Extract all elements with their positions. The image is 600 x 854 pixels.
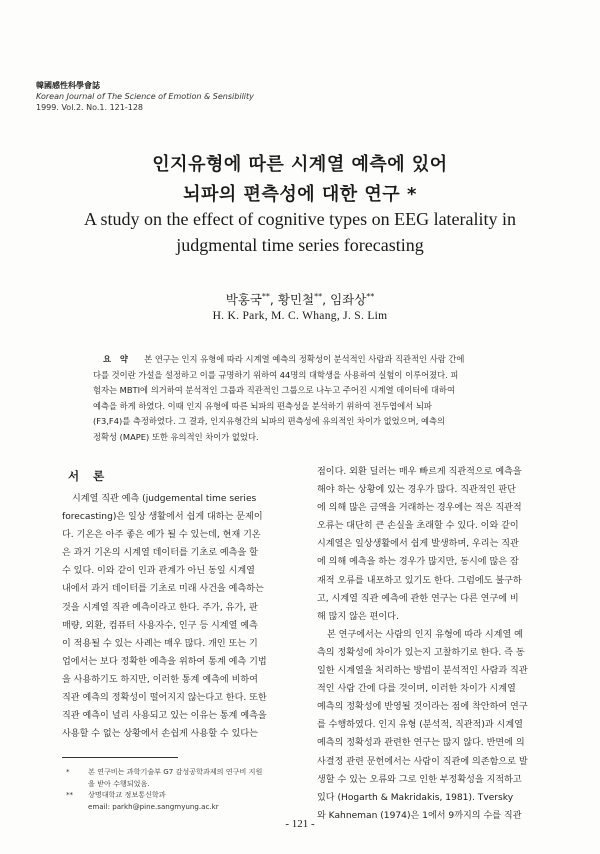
abstract-line: 험자는 MBTI에 의거하여 분석적인 그룹과 직관적인 그룹으로 나누고 주어진 시계열 데이터에 대하여 [93,385,455,396]
author-name: 황민철 [277,292,315,307]
body-line: 를 수행하였다. 인지 유형 (분석적, 직관적)과 시계열 [317,720,523,731]
journal-name-korean: 韓國感性科學會誌 [36,81,100,90]
body-column-right [317,463,565,825]
body-line: 본 연구에서는 사람의 인지 유형에 따라 시계열 예 [327,629,523,640]
footnote-mark: ** [66,790,74,799]
body-line: 예측의 정확성과 관련한 연구는 많지 않다. 반면에 의 [317,738,525,749]
body-line: 고, 시계열 직관 예측에 관한 연구는 다른 연구에 비 [317,593,519,604]
footnote-text: 상명대학교 정보통신학과 [88,790,166,799]
abstract-line: 예측을 하게 하였다. 이때 인지 유형에 따른 뇌파의 편측성을 분석하기 위하여 전두엽에서 뇌파 [93,400,432,411]
abstract-line: (F3,F4)를 측정하였다. 그 결과, 인지유형간의 뇌파의 편측성에 유의적인 차이가 없었으며, 예측의 [93,416,446,427]
body-line: 시계열은 일상생활에서 쉽게 발생하며, 우리는 직관 [317,539,519,550]
body-line: 적인 사람 간에 다를 것이며, 이러한 차이가 시계열 [317,684,516,695]
section-heading: 서 론 [68,469,110,483]
body-line: 측의 정확성에 차이가 있는지 고찰하기로 한다. 즉 동 [317,647,525,658]
abstract [93,352,511,446]
body-line: 은 과거 기온의 시계열 데이터를 기초로 예측을 할 [62,548,258,559]
body-line: 해 많지 않은 편이다. [317,611,399,622]
title-english-line-2: judgmental time series forecasting [176,235,424,255]
author-name: 박홍국 [225,292,262,307]
author-name: 임좌상 [330,292,367,307]
body-line: 에 의해 예측을 하는 경우가 많지만, 동시에 많은 잠 [317,557,519,568]
authors-english: H. K. Park, M. C. Whang, J. S. Lim [212,310,388,322]
footnotes [66,766,262,812]
body-line: 매량, 외환, 컴퓨터 사용자수, 인구 등 시계열 예측 [62,620,258,631]
footnote-mark: * [66,767,70,776]
journal-name-english: Korean Journal of The Science of Emotion & Sensibility [36,92,254,101]
body-line: 다. 기온은 아주 좋은 예가 될 수 있는데, 현재 기온 [62,530,261,541]
body-line: 이 적용될 수 있는 사례는 매우 많다. 개인 또는 기 [62,638,258,649]
body-line: 해야 하는 상황에 있는 경우가 많다. 직관적인 판단 [317,485,516,496]
footnote-text: 을 받아 수행되었음. [88,778,150,788]
body-line: 에 의해 많은 금액을 거래하는 경우에는 적은 직관적 [317,503,522,514]
author-mark: ** [314,291,323,301]
author-mark: ** [366,291,375,301]
journal-volume: 1999. Vol.2. No.1. 121-128 [36,103,144,112]
body-line: 일한 시계열을 처리하는 방법이 분석적인 사람과 직관 [317,666,528,677]
body-line: 와 Kahneman (1974)은 1에서 9까지의 수를 직관 [317,810,522,821]
body-line: 업에서는 보다 정확한 예측을 위하여 통계 예측 기법 [62,656,267,667]
body-line: 을 사용하기도 하지만, 이러한 통계 예측에 비하여 [62,674,258,685]
body-line: 직관 예측의 정확성이 떨어지지 않는다고 한다. 또한 [62,693,267,704]
journal-header [36,80,254,113]
title-korean-line-2: 뇌파의 편측성에 대한 연구 * [183,184,417,205]
body-line: 시계열 직관 예측 (judgemental time series [72,494,257,504]
abstract-line: 정확성 (MAPE) 또한 유의적인 차이가 없었다. [93,431,259,442]
authors-korean: 박홍국**, 황민철**, 임좌상** [225,291,375,307]
body-line: 재적 오류를 내포하고 있기도 한다. 그럼에도 불구하 [317,575,522,586]
body-line: 예측의 정확성에 반영될 것이라는 점에 착안하여 연구 [317,702,528,713]
body-line: 생할 수 있는 오류와 그로 인한 부정확성을 지적하고 [317,774,522,785]
body-line: 수 있다. 이와 같이 인과 관계가 아닌 동일 시계열 [62,566,255,577]
title-korean-line-1: 인지유형에 따른 시계열 예측에 있어 [152,154,448,175]
body-line: 것을 시계열 직관 예측이라고 한다. 주가, 유가, 판 [62,602,258,613]
footnote-text: 본 연구비는 과학기술부 G7 감성공학과제의 연구비 지원 [88,767,263,776]
abstract-line: 다를 것이란 가설을 설정하고 이를 규명하기 위하여 44명의 대학생을 사용하여 실험이 이루어졌다. 피 [93,369,459,380]
page-number: - 121 - [285,818,315,830]
footnote-rule [62,757,178,758]
body-line: 오류는 대단히 큰 손실을 초래할 수 있다. 이와 같이 [317,521,519,532]
body-line: forecasting)은 일상 생활에서 쉽게 대하는 문제이 [62,512,263,523]
title-english-line-1: A study on the effect of cognitive types on EEG laterality in [83,209,517,229]
body-line: 사용할 수 없는 상황에서 손쉽게 사용할 수 있다는 [62,729,258,740]
abstract-label: 요 약 [103,354,131,364]
body-line: 사결정 관련 문헌에서는 사람이 직관에 의존함으로 발 [317,756,528,767]
body-column-left [62,490,308,743]
body-line: 있다 (Hogarth & Makridakis, 1981). Tversky [317,792,514,803]
body-line: 점이다. 외환 딜러는 매우 빠르게 직관적으로 예측을 [317,467,522,477]
abstract-line: 본 연구는 인지 유형에 따라 시계열 예측의 정확성이 분석적인 사람과 직관적인 사람 간에 [144,354,465,364]
body-line: 직관 예측이 널리 사용되고 있는 이유는 통계 예측을 [62,711,267,722]
body-line: 내에서 과거 데이터를 기초로 미래 사건을 예측하는 [62,584,264,595]
author-mark: ** [261,291,270,301]
footnote-email: email: parkh@pine.sangmyung.ac.kr [88,801,219,811]
